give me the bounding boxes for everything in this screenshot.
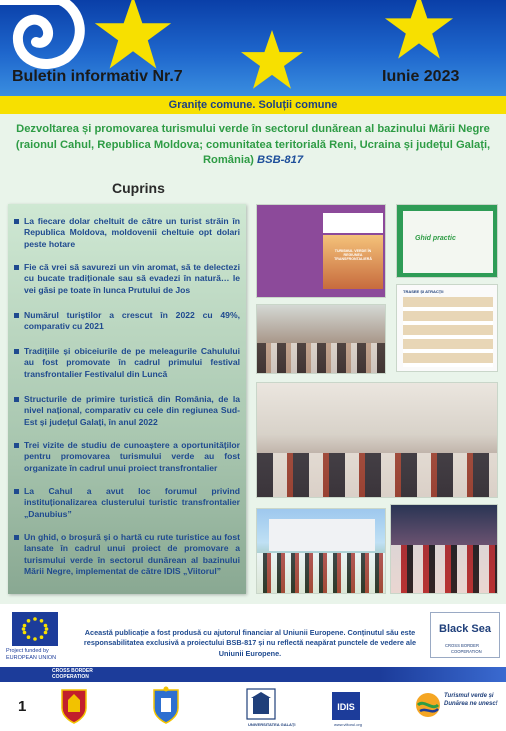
meeting-participants [257,453,498,498]
toc-item[interactable] [24,440,240,474]
toc-item-text: La Cahul a avut loc forumul privind instituționalizarea clusterului turistic transfrontalier „Danubius” [24,486,240,519]
performers-photo [390,504,498,594]
cross-border-arc [380,667,506,682]
black-sea-title: Black Sea [439,623,491,635]
idis-logo-icon [332,692,360,720]
cross-border-line1: CROSS BORDER [52,668,93,674]
bullet-icon [14,535,19,540]
black-sea-sub2: COOPERATION [451,649,482,654]
map-title: TRASEE ȘI ATRACȚII [403,289,444,294]
toc-panel [8,204,246,594]
star-icon [94,0,172,70]
meeting-photo [256,382,498,498]
eu-caption-line2: EUROPEAN UNION [6,654,57,661]
toc-item-text: Structurile de primire turistică din România, de la nivel național, comparativ cu cele din regiunea Sud-Est și județul Galați, în anul 2022 [24,394,240,427]
dancers [257,553,386,594]
bullet-icon [14,219,19,224]
tagline: Granițe comune. Soluții comune [0,96,506,114]
brochure-title: TURISMUL VERDE ÎN REGIUNEA TRANSFRONTALIERĂ [334,249,372,261]
university-label: UNIVERSITATEA GALAȚI [248,722,296,727]
toc-item[interactable] [24,262,240,296]
toc-item[interactable] [24,486,240,520]
project-title [10,122,496,169]
program-logo-icon [0,0,90,70]
bulletin-title: Buletin informativ Nr.7 [12,68,183,85]
brochure-cover-image [323,235,383,289]
people-group [257,343,386,374]
reni-crest-icon [152,686,180,724]
slogan-line1: Turismul verde și [444,693,494,699]
eu-caption [6,648,86,661]
black-sea-logo [430,612,500,658]
toc-item-text: Trei vizite de studiu de cunoaștere a oportunităților pentru promovarea turismului verde au fost organizate în cadrul unui proiect transfrontalier [24,440,240,473]
project-title-text: Dezvoltarea și promovarea turismului verde în sectorul dunărean al bazinului Mării Negre (raionul Cahul, Republica Moldova; comunitatea teritorială Reni, Ucraina și județul Galați, România) [15,123,491,166]
bullet-icon [14,397,19,402]
group-photo [256,304,386,374]
brochure-cover-header [323,213,383,233]
toc-item[interactable] [24,310,240,333]
cross-border-line2: COOPERATION [52,674,89,681]
globe-icon [414,691,442,719]
festival-stage [269,519,375,551]
eu-flag-icon [12,612,58,646]
toc-item[interactable] [24,346,240,380]
brochure-photo [256,204,386,298]
guide-cover [403,211,493,273]
bullet-icon [14,265,19,270]
guide-photo [396,204,498,278]
project-code: BSB-817 [257,154,304,166]
star-icon [384,0,454,60]
page-number: 1 [18,698,27,715]
festival-stage-photo [256,508,386,594]
toc-item[interactable] [24,394,240,428]
bullet-icon [14,489,19,494]
star-icon [240,30,304,90]
bullet-icon [14,313,19,318]
bulletin-date: Iunie 2023 [382,68,460,85]
toc-item-text: Fie că vrei să savurezi un vin aromat, să te delectezi cu bucate tradiționale sau să evadezi în natură… le vei găsi pe toate în lunca Prutului de Jos [24,262,240,295]
toc-item[interactable] [24,532,240,578]
slogan-line2: Dunărea ne unesc! [444,701,498,707]
eu-stars-icon [12,612,58,646]
eu-caption-line1: Project funded by [6,648,49,654]
svg-text:IDIS: IDIS [337,702,355,712]
idis-label: www.viitorul.org [334,722,363,727]
header-banner [0,0,506,96]
cahul-crest-icon [60,688,88,724]
map-photo [396,284,498,372]
bullet-icon [14,443,19,448]
toc-item-text: Tradițiile și obiceiurile de pe meleagurile Cahulului au fost promovate în cadrul primului festival transfrontalier Festivalul din Luncă [24,346,240,379]
map-content [403,297,493,367]
bullet-icon [14,349,19,354]
toc-item-text: La fiecare dolar cheltuit de către un turist străin în Republica Moldova, moldovenii cheltuie opt dolari peste hotare [24,216,240,249]
guide-title: Ghid practic [415,235,456,242]
cross-border-text [52,668,93,681]
toc-item[interactable] [24,216,240,250]
funding-disclaimer: Această publicație a fost produsă cu ajutorul financiar al Uniunii Europene. Conținutul său este responsabilitatea exclusivă a proiectului BSB-817 și nu reflectă neapărat punctele de vedere ale Uniunii Europene. [83,628,417,658]
toc-heading: Cuprins [112,180,165,196]
green-tourism-logo [414,691,504,723]
toc-item-text: Numărul turiștilor a crescut în 2022 cu 49%, comparativ cu 2021 [24,310,240,332]
toc-item-text: Un ghid, o broșură și o hartă cu rute turistice au fost lansate în cadrul unui proiect de promovare a turismului verde în sectorul dunărean al bazinului Mării Negre, implementat de către IDIS „Viitorul” [24,532,240,577]
university-logo-icon [246,688,276,720]
black-sea-sub1: CROSS BORDER [445,643,479,648]
performers [391,545,498,594]
